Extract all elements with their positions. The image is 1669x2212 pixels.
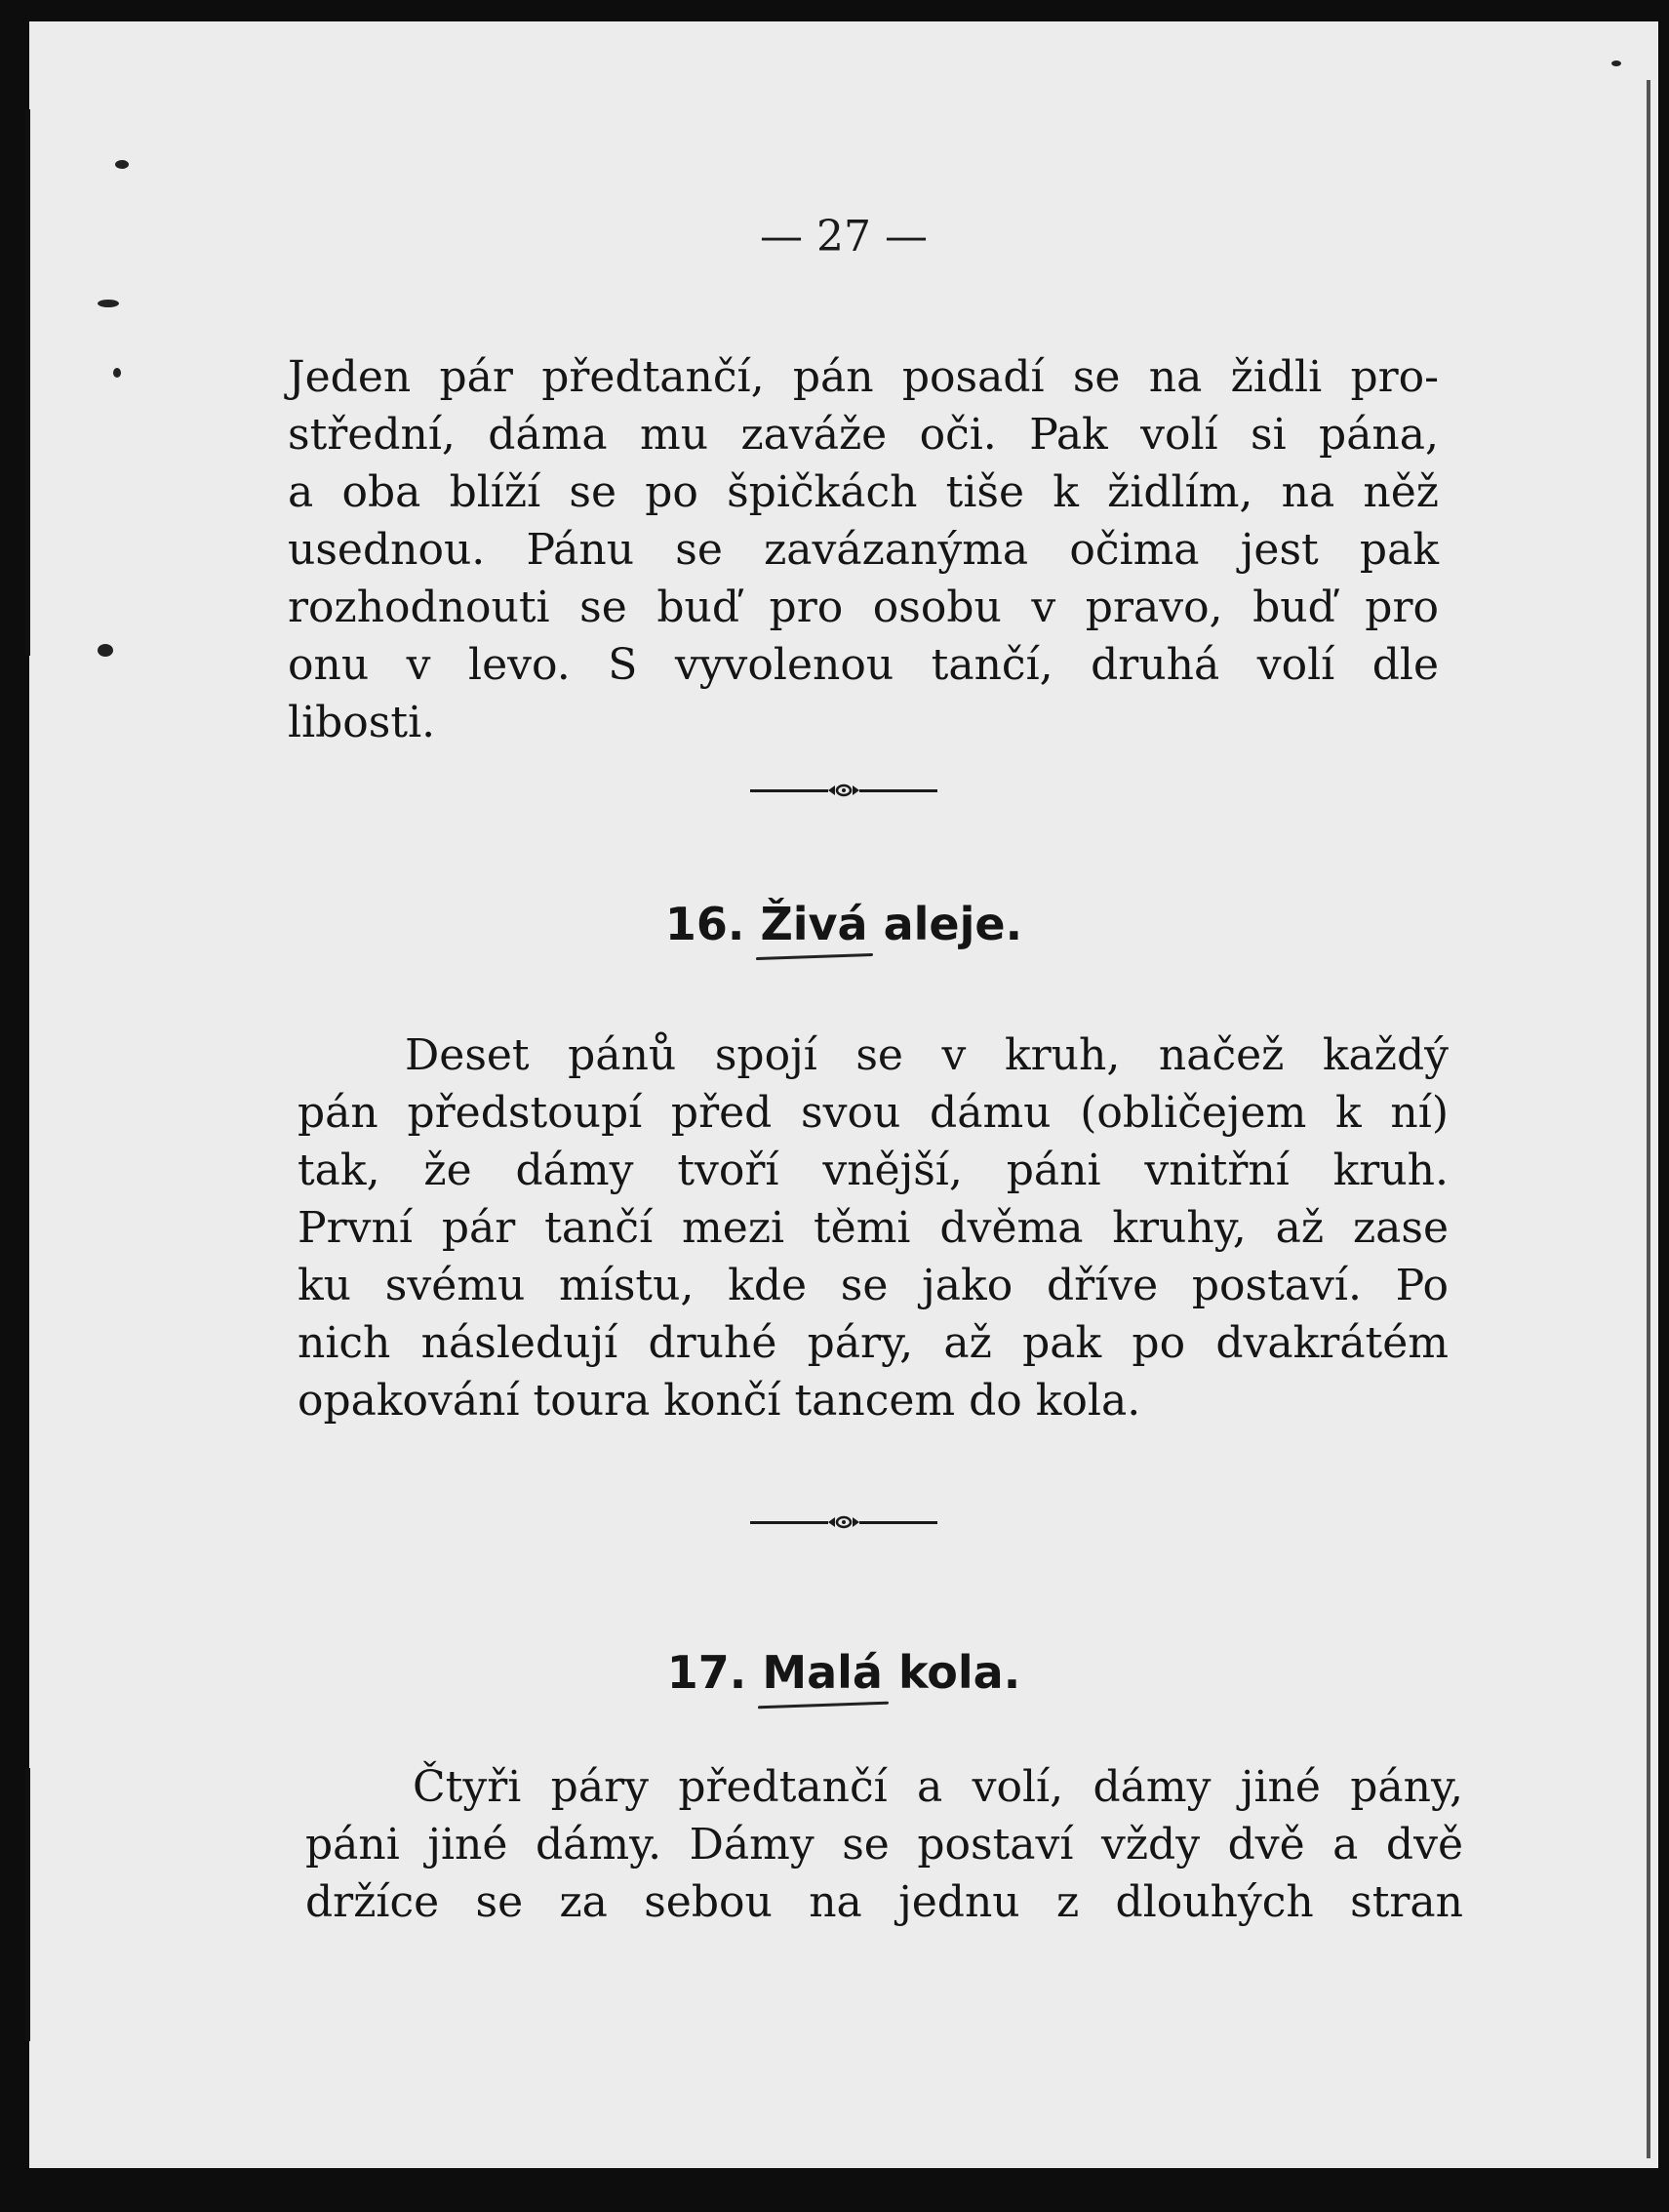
text-line: Deset pánů spojí se v kruh, načež každý: [405, 1030, 1449, 1080]
divider-knot-icon: [827, 1513, 860, 1531]
margin-speck: [98, 300, 119, 307]
section-divider-ornament: [29, 1510, 1658, 1534]
page-number: — 27 —: [760, 212, 928, 261]
heading-number: 16.: [664, 898, 745, 950]
heading-underlined-word: Živá: [760, 898, 868, 950]
text-line: První pár tančí mezi těmi dvěma kruhy, až zase: [298, 1203, 1449, 1253]
divider-rule-left: [750, 789, 828, 792]
text-line: opakování toura končí tancem do kola.: [298, 1376, 1141, 1426]
section-heading-17: [29, 1646, 1658, 1699]
text-line: držíce se za sebou na jednu z dlouhých stran: [305, 1877, 1463, 1927]
binding-edge-line-lower: [25, 1768, 30, 2041]
section-16-paragraph: [298, 1026, 1449, 1429]
right-edge-line: [1647, 80, 1650, 2158]
divider-rule-right: [859, 1521, 937, 1524]
heading-rest: aleje.: [883, 898, 1023, 950]
text-line: páni jiné dámy. Dámy se postaví vždy dvě a dvě: [305, 1820, 1463, 1870]
text-line: tak, že dámy tvoří vnější, páni vnitřní kruh.: [298, 1146, 1449, 1195]
text-line: rozhodnouti se buď pro osobu v pravo, buď pro: [288, 583, 1439, 632]
book-page: [29, 21, 1658, 2168]
section-heading-16: [29, 898, 1658, 950]
text-line: Čtyři páry předtančí a volí, dámy jiné pány,: [413, 1762, 1463, 1812]
heading-number: 17.: [666, 1646, 747, 1699]
margin-speck: [115, 160, 129, 169]
heading-rest: kola.: [897, 1646, 1021, 1699]
text-line: libosti.: [288, 698, 436, 747]
text-line: Jeden pár předtančí, pán posadí se na židli pro-: [288, 352, 1439, 402]
text-line: a oba blíží se po špičkách tiše k židlím, na něž: [288, 467, 1439, 517]
text-line: usednou. Pánu se zavázanýma očima jest pak: [288, 525, 1439, 575]
divider-rule-right: [859, 789, 937, 792]
text-line: ku svému místu, kde se jako dříve postaví. Po: [298, 1261, 1449, 1310]
text-line: nich následují druhé páry, až pak po dvakrátém: [298, 1318, 1449, 1368]
divider-rule-left: [750, 1521, 828, 1524]
text-line: pán předstoupí před svou dámu (obličejem k ní): [298, 1088, 1449, 1138]
text-line: onu v levo. S vyvolenou tančí, druhá volí dle: [288, 640, 1439, 690]
margin-speck: [1611, 60, 1621, 66]
section-divider-ornament: [29, 779, 1658, 802]
margin-speck: [98, 644, 113, 657]
section-17-paragraph: [305, 1758, 1463, 1931]
margin-speck: [113, 368, 121, 378]
paragraph-1: [288, 348, 1439, 751]
binding-edge-line: [25, 109, 30, 656]
heading-underlined-word: Malá: [762, 1646, 883, 1699]
divider-knot-icon: [827, 782, 860, 799]
text-line: střední, dáma mu zaváže oči. Pak volí si pána,: [288, 410, 1439, 460]
